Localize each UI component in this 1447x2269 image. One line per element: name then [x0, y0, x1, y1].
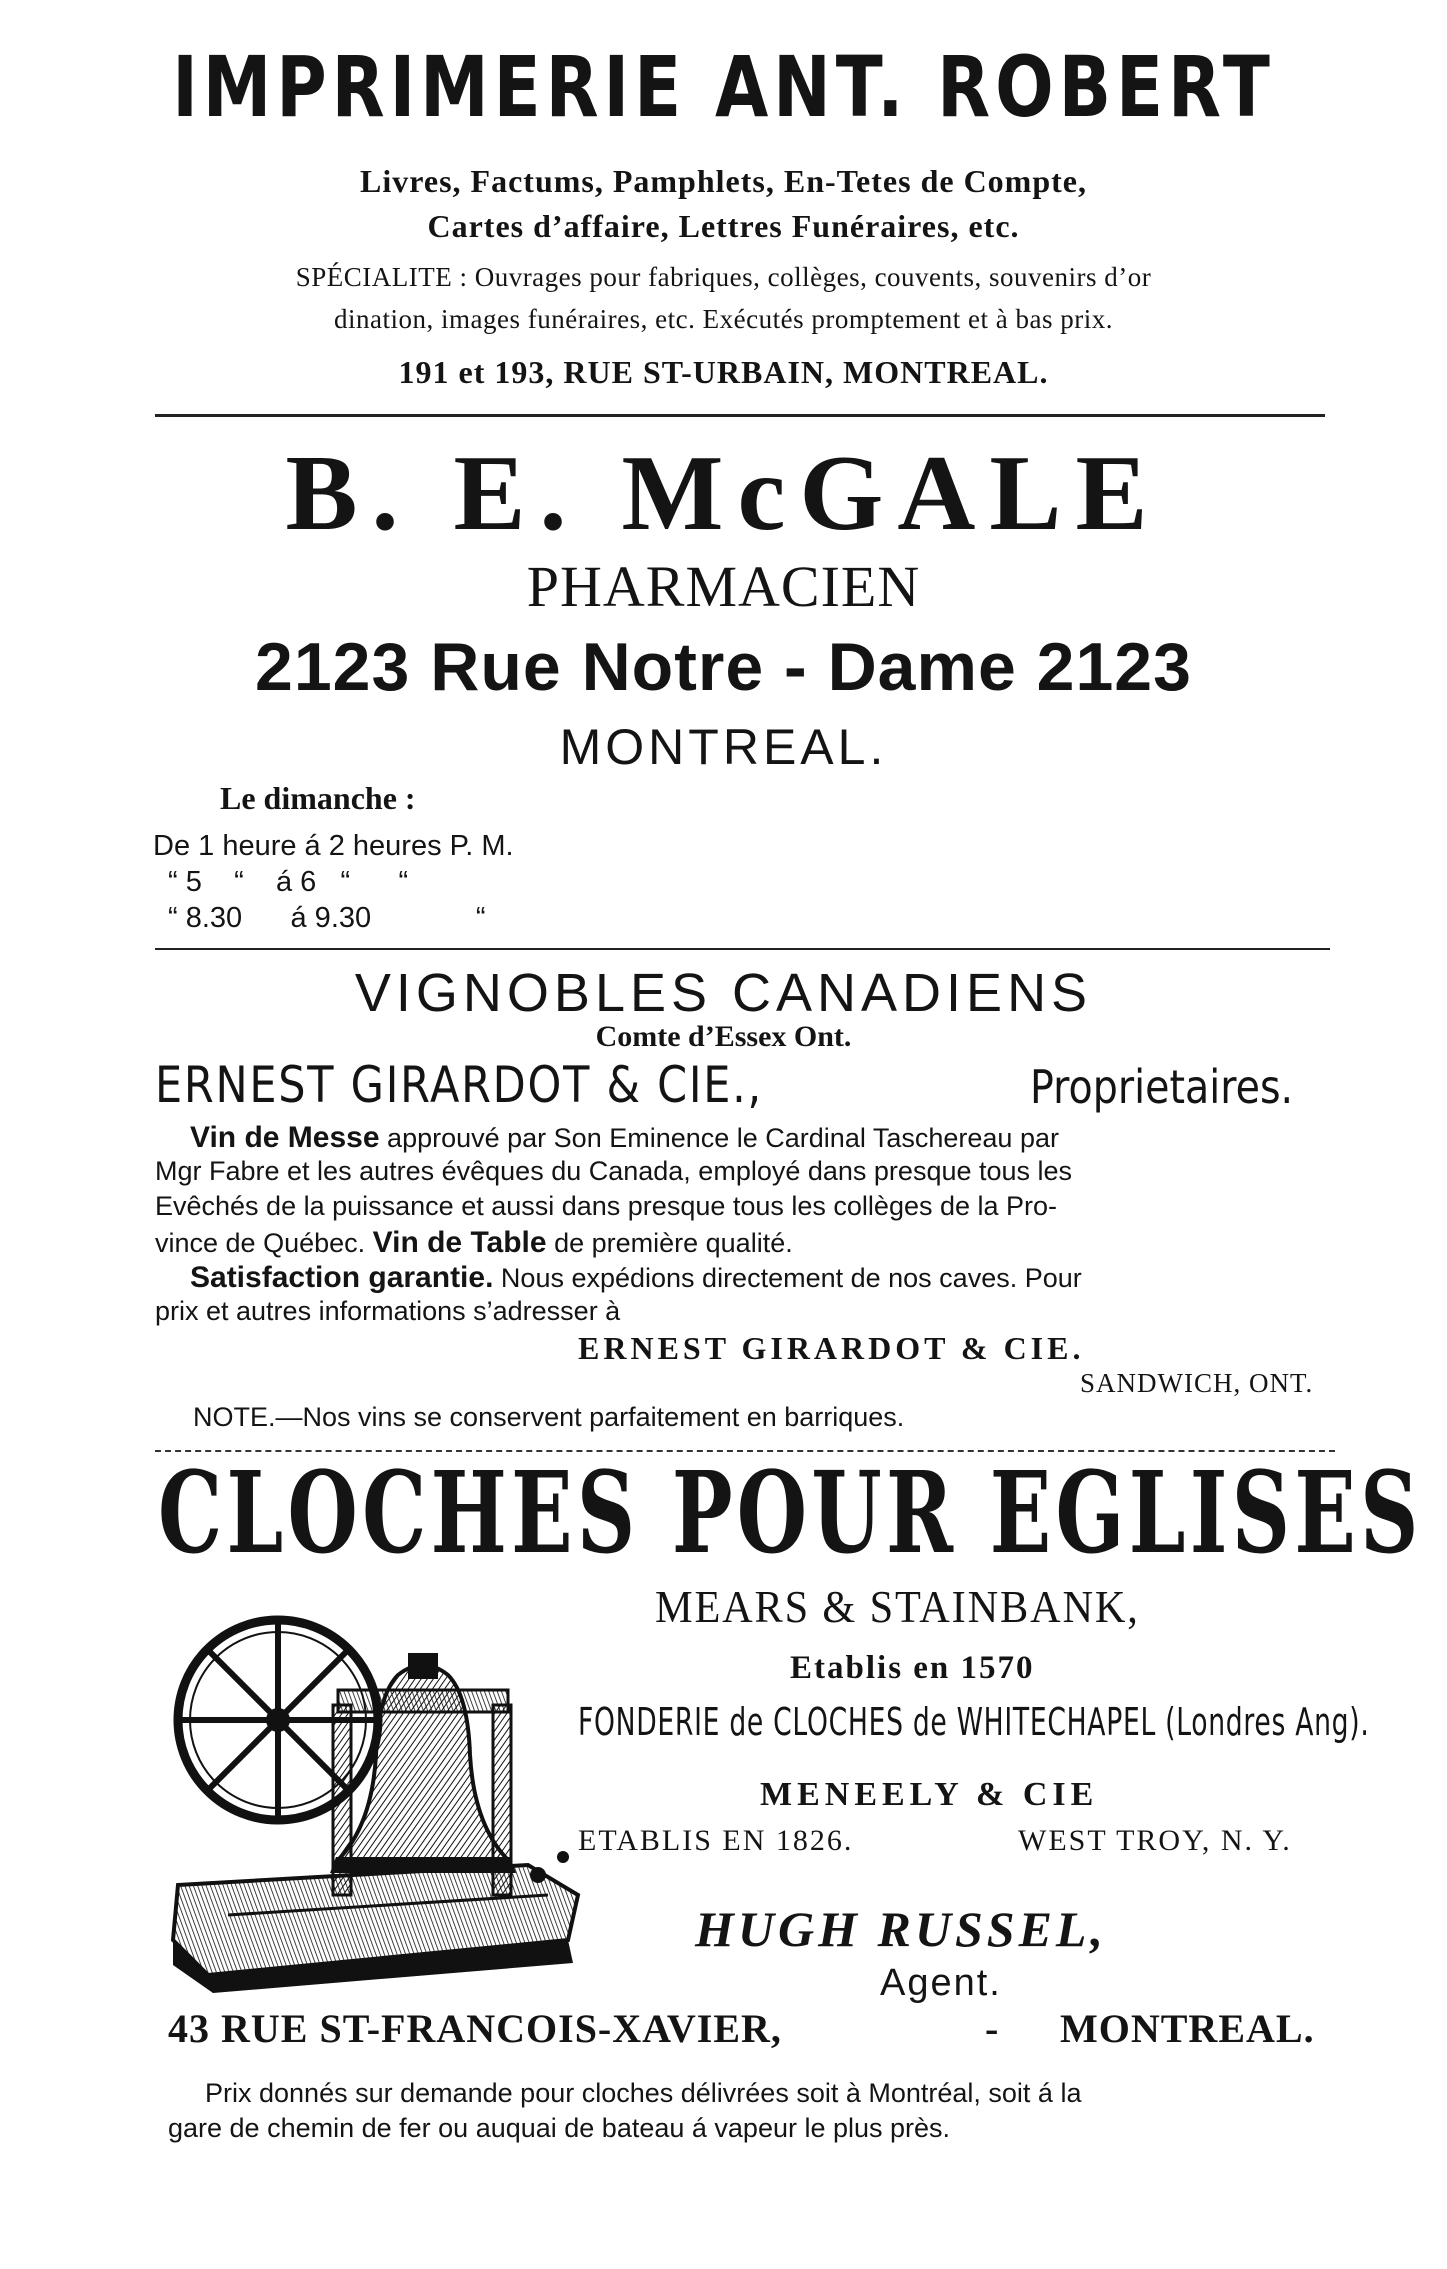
vignobles-title: VIGNOBLES CANADIENS [354, 963, 1093, 1023]
mcgale-hours-line1: De 1 heure á 2 heures P. M. [153, 830, 514, 862]
robert-address: 191 et 193, RUE ST-URBAIN, MONTREAL. [398, 354, 1049, 390]
cloches-footer-line1: Prix donnés sur demande pour cloches délivrées soit à Montréal, soit á la [205, 2078, 1082, 2108]
mcgale-address: 2123 Rue Notre - Dame 2123 [255, 629, 1192, 705]
cloches-title: CLOCHES POUR EGLISES [158, 1448, 1423, 1579]
cloches-agent-name: HUGH RUSSEL, [695, 1901, 1107, 1957]
vignobles-paragraph-line5 [190, 1261, 1082, 1295]
vin-de-table-label: Vin de Table [372, 1226, 547, 1259]
vignobles-p4-rest: de première qualité. [546, 1228, 793, 1258]
vignobles-paragraph-line1 [190, 1121, 1059, 1155]
vignobles-p1-text: approuvé par Son Eminence le Cardinal Taschereau par [379, 1123, 1059, 1153]
cloches-footer-line2: gare de chemin de fer ou auquai de bateau á vapeur le plus près. [168, 2113, 951, 2143]
mcgale-name: B. E. McGALE [285, 434, 1162, 553]
robert-services-line1: Livres, Factums, Pamphlets, En-Tetes de Compte, [360, 163, 1087, 199]
vignobles-signature-city: SANDWICH, ONT. [1080, 1368, 1314, 1398]
mcgale-sunday-label: Le dimanche : [220, 780, 416, 816]
cloches-firm1: MEARS & STAINBANK, [655, 1581, 1140, 1632]
vignobles-paragraph-line2: Mgr Fabre et les autres évêques du Canada, employé dans presque tous les [155, 1156, 1073, 1186]
mcgale-profession: PHARMACIEN [526, 554, 921, 619]
cloches-foundry: FONDERIE de CLOCHES de WHITECHAPEL (Londres Ang). [578, 1700, 1370, 1744]
vignobles-paragraph-line4 [155, 1226, 793, 1260]
vignobles-paragraph-line3: Evêchés de la puissance et aussi dans presque tous les collèges de la Pro- [155, 1191, 1058, 1221]
vignobles-signature: ERNEST GIRARDOT & CIE. [578, 1330, 1085, 1366]
robert-speciality-line2: dination, images funéraires, etc. Exécutés promptement et à bas prix. [334, 304, 1113, 334]
mcgale-hours-line2: “ 5 “ á 6 “ “ [168, 866, 409, 898]
cloches-firm1-established: Etablis en 1570 [790, 1650, 1035, 1686]
cloches-firm2-established: ETABLIS EN 1826. [578, 1824, 854, 1857]
divider-1 [155, 414, 1325, 417]
cloches-address-city: MONTREAL. [1060, 2006, 1315, 2051]
cloches-firm2: MENEELY & CIE [760, 1776, 1099, 1813]
cloches-address-dash: - [985, 2006, 999, 2051]
church-bell-icon [168, 1595, 588, 1995]
vignobles-subtitle: Comte d’Essex Ont. [595, 1020, 852, 1053]
cloches-address-street: 43 RUE ST-FRANCOIS-XAVIER, [168, 2006, 782, 2051]
vignobles-note: NOTE.—Nos vins se conservent parfaitement en barriques. [193, 1402, 905, 1432]
robert-speciality-line1: SPÉCIALITE : Ouvrages pour fabriques, collèges, couvents, souvenirs d’or [295, 262, 1152, 292]
vignobles-owner: ERNEST GIRARDOT & CIE., [155, 1056, 763, 1114]
vignobles-p5-text: Nous expédions directement de nos caves. Pour [493, 1263, 1082, 1293]
mcgale-city: MONTREAL. [559, 719, 888, 775]
robert-services-line2: Cartes d’affaire, Lettres Funéraires, etc. [427, 208, 1020, 244]
robert-title: IMPRIMERIE ANT. ROBERT [172, 38, 1275, 136]
mcgale-hours-line3: “ 8.30 á 9.30 “ [168, 902, 486, 934]
vignobles-paragraph-line6: prix et autres informations s’adresser à [155, 1296, 621, 1326]
cloches-firm2-place: WEST TROY, N. Y. [1018, 1824, 1292, 1857]
satisfaction-label: Satisfaction garantie. [190, 1261, 494, 1294]
vin-de-messe-label: Vin de Messe [190, 1121, 380, 1154]
vignobles-owner-role: Proprietaires. [1030, 1060, 1294, 1114]
cloches-agent-role: Agent. [880, 1962, 1002, 2004]
divider-2 [155, 948, 1330, 950]
vignobles-p4-text: vince de Québec. [155, 1228, 373, 1258]
